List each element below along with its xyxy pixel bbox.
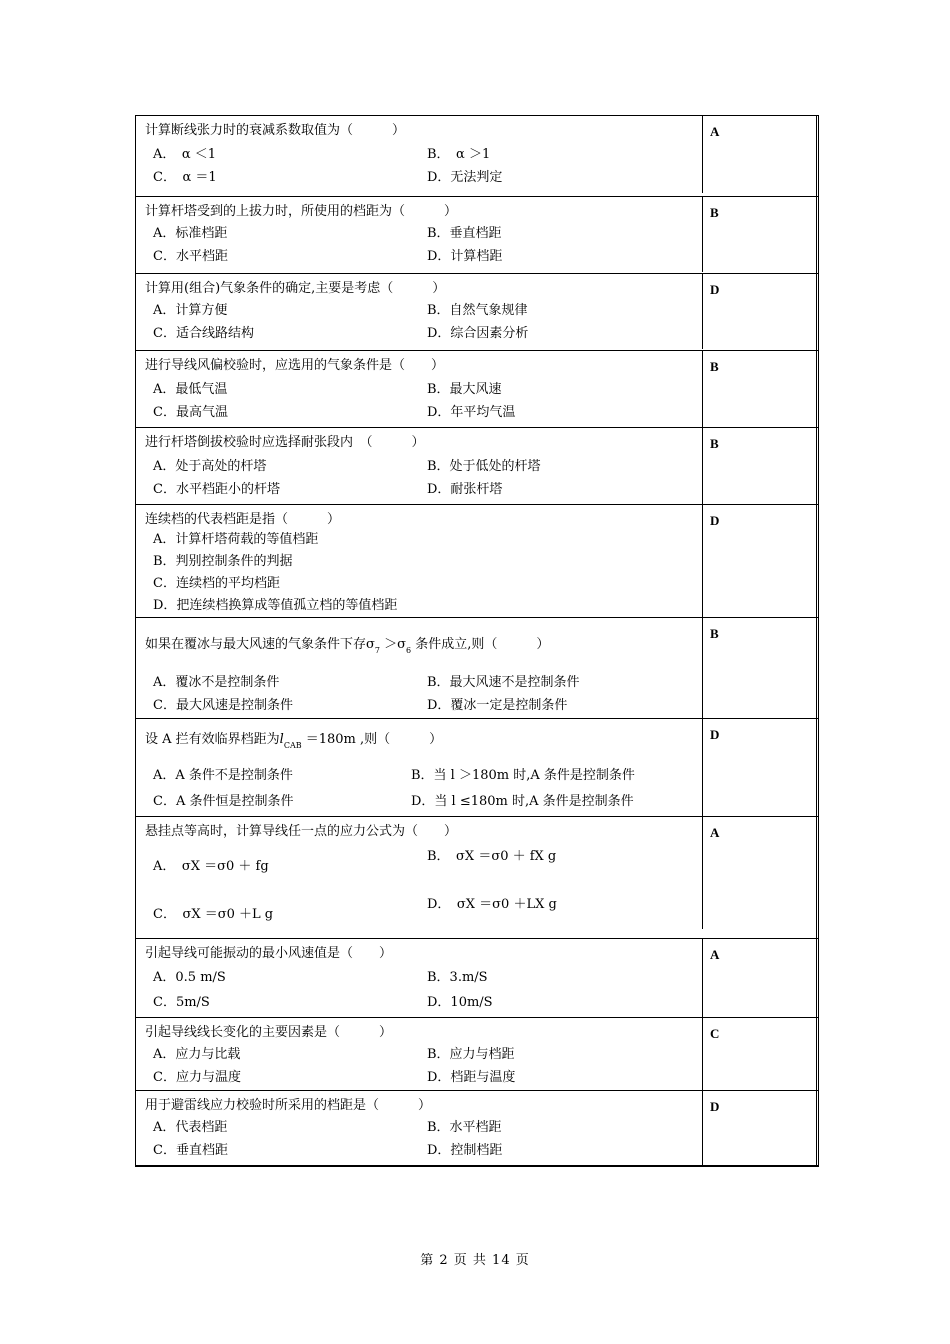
question-cell	[136, 505, 703, 621]
option-d: D．年平均气温	[427, 405, 516, 420]
answer: A	[710, 947, 720, 962]
answer-cell	[701, 817, 819, 938]
option-a: A．代表档距	[153, 1120, 228, 1135]
option-a: A．计算方便	[153, 303, 228, 318]
option-d: D．把连续档换算成等值孤立档的等值档距	[153, 598, 398, 613]
option-a: A． α ＜1	[153, 147, 217, 162]
question-cell	[136, 274, 703, 349]
option-c: C．垂直档距	[153, 1143, 228, 1158]
answer: B	[710, 626, 719, 641]
question-cell	[136, 939, 703, 1018]
answer-cell	[701, 428, 819, 504]
question-text: 如果在覆冰与最大风速的气象条件下存$\sigma_7 >\sigma_6$ 条件成立,则（ ）	[145, 637, 550, 655]
question-row	[136, 116, 819, 197]
question-text: 进行导线风偏校验时，应选用的气象条件是（ ）	[145, 358, 445, 373]
option-b: B．自然气象规律	[427, 303, 528, 318]
option-d: D．当 l ≤180m 时,A 条件是控制条件	[411, 794, 634, 809]
option-b: B． σX ＝σ0 ＋ fX g	[427, 849, 557, 864]
option-c: C．应力与温度	[153, 1070, 241, 1085]
answer: B	[710, 359, 719, 374]
answer: B	[710, 436, 719, 451]
question-text: 进行杆塔倒拔校验时应选择耐张段内 （ ）	[145, 435, 425, 450]
answer: D	[710, 513, 720, 528]
option-b: B．3.m/S	[427, 970, 488, 985]
question-cell	[136, 351, 703, 428]
question-row	[136, 1018, 819, 1091]
option-a: A．覆冰不是控制条件	[153, 675, 280, 690]
option-a: A．0.5 m/S	[153, 970, 226, 985]
answer-cell	[701, 618, 819, 718]
question-text: 计算杆塔受到的上拔力时，所使用的档距为（ ）	[145, 204, 458, 219]
option-a: A．应力与比载	[153, 1047, 241, 1062]
option-a: A．最低气温	[153, 382, 228, 397]
question-row	[136, 719, 819, 817]
answer-cell	[701, 197, 819, 273]
option-d: D．计算档距	[427, 249, 503, 264]
option-a: A．处于高处的杆塔	[153, 459, 267, 474]
question-cell	[136, 719, 703, 817]
question-text: 设 A 拦有效临界档距为$l_{CAB} =180m$ ,则（ ）	[145, 732, 443, 750]
question-row	[136, 817, 819, 939]
option-d: D． σX ＝σ0 ＋LX g	[427, 897, 557, 912]
option-c: C．连续档的平均档距	[153, 576, 280, 591]
option-b: B．最大风速不是控制条件	[427, 675, 580, 690]
question-cell	[136, 197, 703, 272]
question-row	[136, 197, 819, 274]
option-d: D．耐张杆塔	[427, 482, 503, 497]
answer-cell	[701, 1091, 819, 1165]
answer-cell	[701, 1018, 819, 1090]
page-footer: 第 2 页 共 14 页	[420, 1253, 530, 1268]
answer: A	[710, 825, 720, 840]
answer-cell	[701, 719, 819, 816]
option-d: D．无法判定	[427, 170, 503, 185]
question-row	[136, 1091, 819, 1165]
question-cell	[136, 428, 703, 505]
answer: A	[710, 124, 720, 139]
answer-cell	[701, 939, 819, 1017]
answer: C	[710, 1026, 720, 1041]
option-b: B．判别控制条件的判据	[153, 554, 293, 569]
question-cell	[136, 817, 703, 929]
option-b: B．处于低处的杆塔	[427, 459, 541, 474]
question-text: 引起导线线长变化的主要因素是（ ）	[145, 1025, 393, 1040]
option-c: C．水平档距	[153, 249, 228, 264]
answer: D	[710, 282, 720, 297]
option-c: C．适合线路结构	[153, 326, 254, 341]
answer-cell	[701, 274, 819, 350]
option-c: C．A 条件恒是控制条件	[153, 794, 294, 809]
question-cell	[136, 116, 703, 193]
question-row	[136, 505, 819, 618]
question-row	[136, 428, 819, 505]
option-c: C．水平档距小的杆塔	[153, 482, 280, 497]
option-a: A．计算杆塔荷载的等值档距	[153, 532, 319, 547]
question-text: 悬挂点等高时，计算导线任一点的应力公式为（ ）	[145, 824, 458, 839]
option-a: A．A 条件不是控制条件	[153, 768, 293, 783]
question-text: 计算断线张力时的衰减系数取值为（ ）	[145, 123, 406, 138]
option-d: D．覆冰一定是控制条件	[427, 698, 568, 713]
option-b: B． α ＞1	[427, 147, 491, 162]
option-b: B．水平档距	[427, 1120, 502, 1135]
option-a: A．标准档距	[153, 226, 228, 241]
option-d: D．综合因素分析	[427, 326, 529, 341]
option-b: B．应力与档距	[427, 1047, 515, 1062]
option-c: C． σX ＝σ0 ＋L g	[153, 907, 274, 922]
question-cell	[136, 618, 703, 721]
option-d: D．档距与温度	[427, 1070, 516, 1085]
option-c: C．最高气温	[153, 405, 228, 420]
question-table	[135, 115, 819, 1167]
answer-cell	[701, 116, 819, 196]
question-cell	[136, 1018, 703, 1093]
answer-cell	[701, 351, 819, 427]
option-c: C． α ＝1	[153, 170, 217, 185]
option-b: B．最大风速	[427, 382, 502, 397]
option-c: C．最大风速是控制条件	[153, 698, 293, 713]
option-d: D．10m/S	[427, 995, 493, 1010]
answer: B	[710, 205, 719, 220]
question-text: 连续档的代表档距是指（ ）	[145, 512, 341, 527]
answer-cell	[701, 505, 819, 617]
question-row	[136, 618, 819, 719]
question-row	[136, 274, 819, 351]
question-row	[136, 939, 819, 1018]
option-c: C．5m/S	[153, 995, 210, 1010]
option-b: B．垂直档距	[427, 226, 502, 241]
answer: D	[710, 1099, 720, 1114]
option-d: D．控制档距	[427, 1143, 503, 1158]
question-cell	[136, 1091, 703, 1166]
option-a: A． σX ＝σ0 ＋ fg	[153, 859, 269, 874]
option-b: B．当 l ＞180m 时,A 条件是控制条件	[411, 768, 635, 783]
question-text: 引起导线可能振动的最小风速值是（ ）	[145, 946, 393, 961]
question-text: 计算用(组合)气象条件的确定,主要是考虑（ ）	[145, 281, 446, 296]
question-row	[136, 351, 819, 428]
question-text: 用于避雷线应力校验时所采用的档距是（ ）	[145, 1098, 432, 1113]
answer: D	[710, 727, 720, 742]
